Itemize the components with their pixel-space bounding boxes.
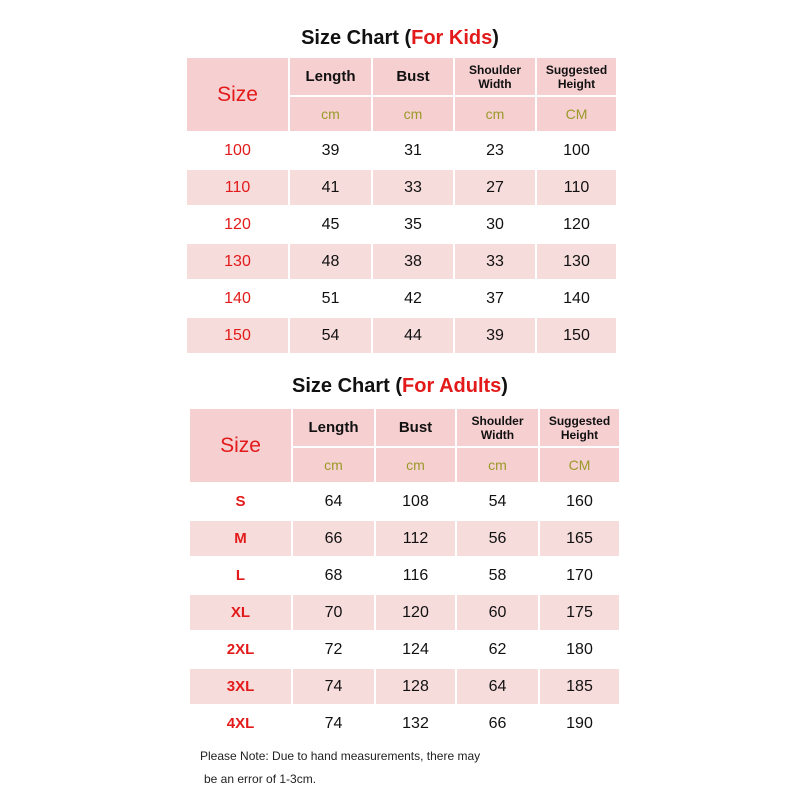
kids-title-accent: For Kids (411, 27, 493, 49)
bust-cell: 38 (372, 243, 454, 280)
shoulder-cell: 33 (454, 243, 536, 280)
table-row (187, 132, 617, 169)
adults-title-close: ) (501, 375, 508, 397)
adults-shoulder-header-line2: Width (480, 427, 515, 442)
adults-height-header-line1: Suggested (548, 413, 611, 428)
kids-bust-unit: cm (372, 96, 454, 132)
adults-height-unit: CM (539, 447, 620, 483)
kids-size-header: Size (187, 58, 289, 132)
kids-size-chart-title (0, 27, 800, 50)
length-cell: 48 (289, 243, 372, 280)
height-cell: 170 (539, 557, 620, 594)
kids-height-header-line1: Suggested (545, 62, 608, 77)
height-cell: 165 (539, 520, 620, 557)
table-row (190, 483, 620, 520)
bust-cell: 116 (375, 557, 456, 594)
size-cell: M (190, 520, 292, 557)
size-cell: 150 (187, 317, 289, 354)
size-cell: L (190, 557, 292, 594)
shoulder-cell: 37 (454, 280, 536, 317)
adults-height-header (539, 409, 620, 447)
shoulder-cell: 58 (456, 557, 539, 594)
adults-size-chart-title (0, 375, 800, 398)
kids-shoulder-header-line2: Width (478, 76, 512, 91)
size-cell: 100 (187, 132, 289, 169)
length-cell: 51 (289, 280, 372, 317)
table-row (187, 169, 617, 206)
size-cell: 110 (187, 169, 289, 206)
kids-title-text: Size Chart ( (301, 27, 412, 49)
height-cell: 150 (536, 317, 617, 354)
bust-cell: 33 (372, 169, 454, 206)
adults-length-unit: cm (292, 447, 375, 483)
table-row (187, 243, 617, 280)
length-cell: 68 (292, 557, 375, 594)
length-cell: 74 (292, 668, 375, 705)
measurement-note-line2: be an error of 1-3cm. (204, 772, 317, 786)
shoulder-cell: 39 (454, 317, 536, 354)
table-row (190, 594, 620, 631)
kids-bust-header: Bust (372, 58, 454, 96)
shoulder-cell: 23 (454, 132, 536, 169)
adults-bust-unit: cm (375, 447, 456, 483)
adults-shoulder-header (456, 409, 539, 447)
table-row (190, 668, 620, 705)
height-cell: 130 (536, 243, 617, 280)
table-row (190, 557, 620, 594)
height-cell: 120 (536, 206, 617, 243)
length-cell: 66 (292, 520, 375, 557)
bust-cell: 120 (375, 594, 456, 631)
length-cell: 70 (292, 594, 375, 631)
length-cell: 74 (292, 705, 375, 742)
size-cell: 140 (187, 280, 289, 317)
adults-title-text: Size Chart ( (292, 375, 403, 397)
length-cell: 41 (289, 169, 372, 206)
shoulder-cell: 27 (454, 169, 536, 206)
table-row (187, 317, 617, 354)
height-cell: 110 (536, 169, 617, 206)
height-cell: 190 (539, 705, 620, 742)
table-row (190, 520, 620, 557)
bust-cell: 42 (372, 280, 454, 317)
kids-shoulder-header-line1: Shoulder (468, 62, 521, 77)
table-row (190, 631, 620, 668)
bust-cell: 44 (372, 317, 454, 354)
bust-cell: 108 (375, 483, 456, 520)
bust-cell: 31 (372, 132, 454, 169)
table-row (187, 280, 617, 317)
height-cell: 175 (539, 594, 620, 631)
shoulder-cell: 56 (456, 520, 539, 557)
bust-cell: 128 (375, 668, 456, 705)
length-cell: 39 (289, 132, 372, 169)
adults-size-header: Size (190, 409, 292, 483)
height-cell: 180 (539, 631, 620, 668)
height-cell: 185 (539, 668, 620, 705)
shoulder-cell: 62 (456, 631, 539, 668)
kids-height-header (536, 58, 617, 96)
kids-length-unit: cm (289, 96, 372, 132)
size-cell: S (190, 483, 292, 520)
height-cell: 140 (536, 280, 617, 317)
kids-title-close: ) (492, 27, 499, 49)
bust-cell: 124 (375, 631, 456, 668)
height-cell: 160 (539, 483, 620, 520)
table-row (187, 206, 617, 243)
bust-cell: 132 (375, 705, 456, 742)
kids-size-table (187, 58, 618, 355)
kids-header-row (187, 58, 617, 96)
size-cell: 3XL (190, 668, 292, 705)
shoulder-cell: 66 (456, 705, 539, 742)
size-cell: XL (190, 594, 292, 631)
shoulder-cell: 30 (454, 206, 536, 243)
size-cell: 4XL (190, 705, 292, 742)
kids-height-header-line2: Height (557, 76, 596, 91)
kids-height-unit: CM (536, 96, 617, 132)
adults-shoulder-unit: cm (456, 447, 539, 483)
adults-header-row (190, 409, 620, 447)
kids-length-header: Length (289, 58, 372, 96)
kids-shoulder-unit: cm (454, 96, 536, 132)
adults-height-header-line2: Height (560, 427, 599, 442)
shoulder-cell: 60 (456, 594, 539, 631)
length-cell: 64 (292, 483, 375, 520)
size-cell: 120 (187, 206, 289, 243)
table-row (190, 705, 620, 742)
bust-cell: 112 (375, 520, 456, 557)
shoulder-cell: 54 (456, 483, 539, 520)
bust-cell: 35 (372, 206, 454, 243)
adults-length-header: Length (292, 409, 375, 447)
shoulder-cell: 64 (456, 668, 539, 705)
length-cell: 54 (289, 317, 372, 354)
length-cell: 72 (292, 631, 375, 668)
adults-title-accent: For Adults (402, 375, 502, 397)
height-cell: 100 (536, 132, 617, 169)
size-cell: 2XL (190, 631, 292, 668)
adults-bust-header: Bust (375, 409, 456, 447)
kids-shoulder-header (454, 58, 536, 96)
adults-shoulder-header-line1: Shoulder (471, 413, 524, 428)
measurement-note-line1: Please Note: Due to hand measurements, there may (200, 749, 481, 763)
length-cell: 45 (289, 206, 372, 243)
size-cell: 130 (187, 243, 289, 280)
adults-size-table (190, 409, 621, 743)
